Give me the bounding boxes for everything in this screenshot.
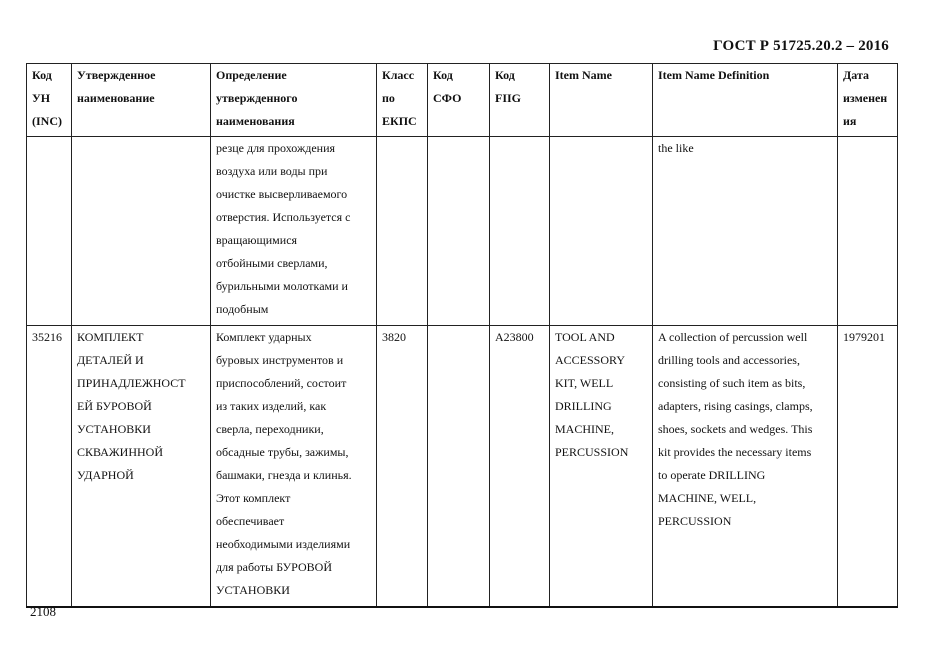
cell-line: приспособлений, состоит <box>216 376 347 390</box>
cell-line: для работы БУРОВОЙ <box>216 560 332 574</box>
cell-line: TOOL AND <box>555 330 615 344</box>
header-class <box>377 64 428 137</box>
cell-line: воздуха или воды при <box>216 164 328 178</box>
cell-line: A collection of percussion well <box>658 330 808 344</box>
cell-line: to operate DRILLING <box>658 468 766 482</box>
cell-inc <box>27 137 72 326</box>
cell-line: Item Name <box>555 68 612 82</box>
cell-line: Item Name Definition <box>658 68 770 82</box>
cell-line: consisting of such item as bits, <box>658 376 806 390</box>
cell-line: Определение <box>216 68 287 82</box>
header-approved-name <box>72 64 211 137</box>
cell-line: shoes, sockets and wedges. This <box>658 422 813 436</box>
cell-line: Код <box>495 68 515 82</box>
cell-inc-value: 35216 <box>32 330 62 344</box>
cell-line: отбойными сверлами, <box>216 256 328 270</box>
cell-line: PERCUSSION <box>658 514 732 528</box>
cell-line: Комплект ударных <box>216 330 312 344</box>
cell-line: Этот комплект <box>216 491 291 505</box>
cell-line: DRILLING <box>555 399 612 413</box>
cell-line: наименование <box>77 91 155 105</box>
cell-line: ЕЙ БУРОВОЙ <box>77 399 152 413</box>
cell-line: вращающимися <box>216 233 298 247</box>
cell-item-definition <box>653 137 838 326</box>
table-header-row <box>27 64 898 137</box>
cell-line: drilling tools and accessories, <box>658 353 800 367</box>
cell-line: ЕКПС <box>382 114 417 128</box>
cell-line: adapters, rising casings, clamps, <box>658 399 813 413</box>
cell-inc <box>27 326 72 607</box>
cell-line: MACHINE, WELL, <box>658 491 757 505</box>
table-row <box>27 326 898 607</box>
cell-line: сверла, переходники, <box>216 422 324 436</box>
cell-class <box>377 326 428 607</box>
cell-date <box>838 326 898 607</box>
header-sfo <box>428 64 490 137</box>
cell-line: СФО <box>433 91 462 105</box>
cell-line: из таких изделий, как <box>216 399 327 413</box>
document-title: ГОСТ Р 51725.20.2 – 2016 <box>713 38 889 54</box>
cell-line: KIT, WELL <box>555 376 614 390</box>
cell-date-value: 1979201 <box>843 330 885 344</box>
cell-line: kit provides the necessary items <box>658 445 812 459</box>
cell-line: наименования <box>216 114 295 128</box>
cell-line: УСТАНОВКИ <box>77 422 151 436</box>
table-row <box>27 137 898 326</box>
classifier-table <box>26 63 898 608</box>
cell-line: УДАРНОЙ <box>77 468 134 482</box>
cell-item-name <box>550 137 653 326</box>
header-item-definition <box>653 64 838 137</box>
cell-class-value: 3820 <box>382 330 406 344</box>
cell-sfo <box>428 137 490 326</box>
cell-line: подобным <box>216 302 269 316</box>
cell-definition <box>211 137 377 326</box>
cell-line: PERCUSSION <box>555 445 629 459</box>
cell-fiig <box>490 137 550 326</box>
cell-line: КОМПЛЕКТ <box>77 330 144 344</box>
cell-line: the like <box>658 141 694 155</box>
cell-line: (INC) <box>32 114 62 128</box>
cell-line: бурильными молотками и <box>216 279 348 293</box>
cell-class <box>377 137 428 326</box>
cell-line: ACCESSORY <box>555 353 626 367</box>
cell-line: Класс <box>382 68 415 82</box>
cell-line: очистке высверливаемого <box>216 187 348 201</box>
cell-fiig-value: A23800 <box>495 330 534 344</box>
cell-line: резце для прохождения <box>216 141 336 155</box>
cell-item-definition <box>653 326 838 607</box>
cell-line: утвержденного <box>216 91 298 105</box>
cell-line: ия <box>843 114 857 128</box>
cell-line: ПРИНАДЛЕЖНОСТ <box>77 376 186 390</box>
page-number: 2108 <box>30 604 56 619</box>
cell-line: по <box>382 91 395 105</box>
cell-line: MACHINE, <box>555 422 614 436</box>
cell-line: Дата <box>843 68 869 82</box>
cell-date <box>838 137 898 326</box>
header-inc <box>27 64 72 137</box>
cell-line: необходимыми изделиями <box>216 537 351 551</box>
cell-item-name <box>550 326 653 607</box>
cell-line: башмаки, гнезда и клинья. <box>216 468 352 482</box>
cell-line: УН <box>32 91 51 105</box>
cell-line: Код <box>433 68 453 82</box>
cell-line: буровых инструментов и <box>216 353 344 367</box>
cell-line: ДЕТАЛЕЙ И <box>77 353 144 367</box>
cell-line: отверстия. Используется с <box>216 210 351 224</box>
cell-line: СКВАЖИННОЙ <box>77 445 164 459</box>
header-fiig <box>490 64 550 137</box>
cell-line: FIIG <box>495 91 522 105</box>
cell-line: обсадные трубы, зажимы, <box>216 445 349 459</box>
cell-fiig <box>490 326 550 607</box>
cell-line: Код <box>32 68 52 82</box>
cell-line: изменен <box>843 91 888 105</box>
cell-approved-name <box>72 137 211 326</box>
header-definition <box>211 64 377 137</box>
cell-line: Утвержденное <box>77 68 156 82</box>
header-date <box>838 64 898 137</box>
cell-line: УСТАНОВКИ <box>216 583 290 597</box>
cell-line: обеспечивает <box>216 514 285 528</box>
cell-approved-name <box>72 326 211 607</box>
header-item-name <box>550 64 653 137</box>
cell-sfo <box>428 326 490 607</box>
cell-definition <box>211 326 377 607</box>
